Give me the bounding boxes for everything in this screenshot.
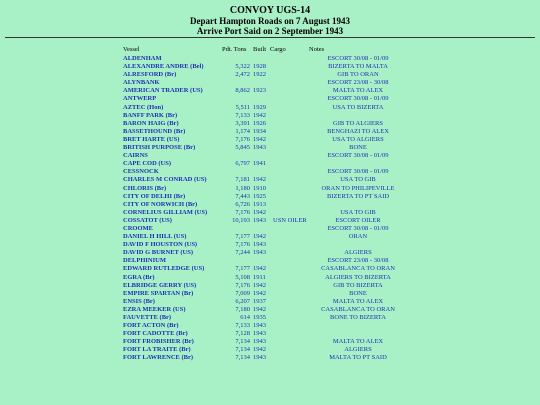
cell-notes: USA TO GIB	[340, 208, 376, 216]
header-notes: Notes	[309, 46, 325, 53]
cell-tons: 7,176	[235, 208, 250, 216]
cell-built: 1943	[253, 338, 266, 346]
cell-vessel: ALDENHAM	[123, 55, 162, 62]
cell-vessel: CHLORIS (Br)	[123, 184, 167, 192]
table-row	[0, 282, 540, 290]
table-row	[0, 201, 540, 209]
table-row	[0, 209, 540, 217]
header-tons: Pdt. Tons	[222, 46, 247, 53]
cell-vessel: CESSNOCK	[123, 168, 159, 176]
cell-built: 1937	[253, 297, 266, 305]
table-row	[0, 71, 540, 79]
table-row	[0, 152, 540, 160]
cell-built: 1923	[253, 87, 266, 95]
cell-notes: USA TO GIB	[340, 176, 376, 184]
table-row	[0, 168, 540, 176]
cell-built: 1943	[253, 249, 266, 257]
cell-notes: MALTA TO ALEX	[332, 297, 384, 305]
cell-tons: 7,180	[235, 305, 250, 313]
table-row	[0, 265, 540, 273]
cell-notes: BONE	[349, 289, 367, 297]
table-row	[0, 144, 540, 152]
cell-built: 1943	[253, 330, 266, 338]
cell-notes: MALTA TO PT SAID	[329, 354, 387, 362]
table-row	[0, 306, 540, 314]
cell-tons: 10,193	[232, 216, 250, 224]
cell-vessel: ALRESFORD (Br)	[123, 71, 177, 79]
cell-tons: 6,207	[235, 297, 250, 305]
cell-vessel: BRET HARTE (US)	[123, 135, 180, 143]
table-row	[0, 63, 540, 71]
cell-notes: BENGHAZI TO ALEX	[327, 127, 389, 135]
cell-notes: ESCORT 30/08 - 01/09	[327, 152, 389, 160]
table-row	[0, 79, 540, 87]
cell-tons: 6,726	[235, 200, 250, 208]
table-row	[0, 55, 540, 63]
table-row	[0, 314, 540, 322]
cell-tons: 7,134	[235, 346, 250, 354]
table-row	[0, 338, 540, 346]
table-row	[0, 225, 540, 233]
cell-notes: CASABLANCA TO ORAN	[321, 265, 395, 273]
cell-notes: GIB TO ORAN	[337, 71, 379, 79]
page-header	[0, 0, 540, 36]
table-row	[0, 176, 540, 184]
cell-notes: ESCORT 23/08 - 30/08	[327, 79, 389, 87]
table-row	[0, 95, 540, 103]
cell-notes: ESCORT 30/08 - 01/09	[327, 224, 389, 232]
header-divider	[5, 37, 535, 38]
cell-built: 1928	[253, 63, 266, 71]
table-row	[0, 217, 540, 225]
cell-built: 1922	[253, 71, 266, 79]
cell-vessel: BARON HAIG (Br)	[123, 119, 179, 127]
cell-vessel: ALYNBANK	[123, 79, 160, 87]
cell-vessel: ENSIS (Br)	[123, 297, 155, 305]
cell-notes: USA TO ALGIERS	[332, 135, 384, 143]
cell-vessel: DANIEL H HILL (US)	[123, 233, 187, 241]
cell-tons: 1,180	[235, 184, 250, 192]
cell-notes: ORAN TO PHILIPEVILLE	[321, 184, 395, 192]
cell-notes: ALGIERS	[344, 249, 372, 257]
cell-tons: 7,177	[235, 233, 250, 241]
cell-vessel: FORT LA TRAITE (Br)	[123, 346, 191, 354]
cell-tons: 7,176	[235, 281, 250, 289]
cell-built: 1942	[253, 135, 266, 143]
cell-vessel: BASSETHOUND (Br)	[123, 127, 186, 135]
cell-notes: BIZERTA TO MALTA	[328, 63, 388, 71]
cell-notes: ESCORT 30/08 - 01/09	[327, 95, 389, 103]
cell-built: 1942	[253, 208, 266, 216]
cell-tons: 7,009	[235, 289, 250, 297]
table-row	[0, 330, 540, 338]
cell-vessel: BANFF PARK (Br)	[123, 111, 178, 119]
cell-vessel: DELPHINIUM	[123, 257, 166, 265]
cell-tons: 3,391	[235, 119, 250, 127]
cell-notes: CASABLANCA TO ORAN	[321, 305, 395, 313]
cell-tons: 7,443	[235, 192, 250, 200]
table-row	[0, 104, 540, 112]
table-row	[0, 185, 540, 193]
cell-built: 1942	[253, 111, 266, 119]
cell-built: 1943	[253, 354, 266, 362]
cell-vessel: ALEXANDRE ANDRE (Bel)	[123, 63, 204, 71]
cell-built: 1942	[253, 289, 266, 297]
table-row	[0, 87, 540, 95]
cell-built: 1942	[253, 176, 266, 184]
cell-vessel: ANTWERP	[123, 95, 157, 103]
convoy-title: CONVOY UGS-14	[229, 5, 311, 16]
cell-built: 1925	[253, 192, 266, 200]
cell-vessel: EGRA (Br)	[123, 273, 155, 281]
cell-vessel: CORNELIUS GILLIAM (US)	[123, 208, 208, 216]
cell-built: 1913	[253, 200, 266, 208]
arrive-line: Arrive Port Said on 2 September 1943	[196, 26, 344, 36]
cell-built: 1934	[253, 127, 266, 135]
table-row	[0, 290, 540, 298]
table-row	[0, 274, 540, 282]
table-row	[0, 128, 540, 136]
cell-tons: 7,244	[235, 249, 250, 257]
cell-built: 1943	[253, 144, 266, 152]
cell-vessel: FORT ACTON (Br)	[123, 322, 179, 330]
cell-built: 1942	[253, 281, 266, 289]
cell-tons: 8,862	[235, 87, 250, 95]
cell-vessel: AZTEC (Hon)	[123, 103, 164, 111]
cell-notes: ESCORT OILER	[335, 216, 381, 224]
cell-vessel: AMERICAN TRADER (US)	[123, 87, 203, 95]
cell-notes: ESCORT 30/08 - 01/09	[327, 168, 389, 176]
cell-tons: 7,181	[235, 176, 250, 184]
cell-notes: USA TO BIZERTA	[332, 103, 384, 111]
cell-notes: ORAN	[348, 233, 368, 241]
table-row	[0, 257, 540, 265]
cell-vessel: CITY OF DELHI (Br)	[123, 192, 186, 200]
table-row	[0, 193, 540, 201]
cell-notes: MALTA TO ALEX	[332, 87, 384, 95]
cell-vessel: EMPIRE SPARTAN (Br)	[123, 289, 194, 297]
header-cargo: Cargo	[270, 46, 286, 53]
cell-notes: ESCORT 30/08 - 01/09	[327, 55, 389, 62]
table-row	[0, 241, 540, 249]
cell-vessel: FORT FROBISHER (Br)	[123, 338, 194, 346]
cell-vessel: CAPE COD (US)	[123, 160, 172, 168]
cell-built: 1929	[253, 103, 266, 111]
cell-notes: GIB TO ALGIERS	[333, 119, 383, 127]
cell-built: 1910	[253, 184, 266, 192]
cell-notes: BONE TO BIZERTA	[330, 314, 386, 321]
cell-tons: 7,176	[235, 241, 250, 249]
header-vessel: Vessel	[123, 46, 140, 53]
cell-tons: 7,177	[235, 265, 250, 273]
cell-notes: BONE	[349, 144, 367, 152]
cell-built: 1942	[253, 346, 266, 354]
cell-vessel: CITY OF NORWICH (Br)	[123, 200, 198, 208]
cell-built: 1942	[253, 305, 266, 313]
cell-vessel: FORT LAWRENCE (Br)	[123, 354, 194, 362]
cell-tons: 5,511	[235, 103, 250, 111]
cell-built: 1943	[253, 322, 266, 330]
cell-vessel: EDWARD RUTLEDGE (US)	[123, 265, 205, 273]
cell-vessel: CAIRNS	[123, 152, 148, 160]
cell-cargo: USN OILER	[273, 216, 307, 224]
cell-notes: GIB TO BIZERTA	[333, 281, 383, 289]
cell-vessel: ELBRIDGE GERRY (US)	[123, 281, 197, 289]
cell-tons: 7,134	[235, 338, 250, 346]
cell-vessel: CROOME	[123, 224, 153, 232]
cell-tons: 1,174	[235, 127, 250, 135]
table-header-row	[0, 45, 540, 55]
cell-vessel: FAUVETTE (Br)	[123, 314, 172, 321]
cell-tons: 5,108	[235, 273, 250, 281]
cell-tons: 7,176	[235, 135, 250, 143]
table-row	[0, 298, 540, 306]
cell-vessel: COSSATOT (US)	[123, 216, 172, 224]
cell-tons: 7,133	[235, 322, 250, 330]
cell-built: 1935	[253, 314, 266, 321]
table-row	[0, 136, 540, 144]
table-row	[0, 346, 540, 354]
cell-built: 1943	[253, 216, 266, 224]
table-row	[0, 120, 540, 128]
cell-vessel: BRITISH PURPOSE (Br)	[123, 144, 196, 152]
cell-notes: ESCORT 23/08 - 30/08	[327, 257, 389, 265]
cell-vessel: DAVID G BURNET (US)	[123, 249, 194, 257]
cell-tons: 614	[240, 314, 250, 321]
cell-built: 1943	[253, 241, 266, 249]
depart-line: Depart Hampton Roads on 7 August 1943	[189, 16, 351, 26]
cell-built: 1942	[253, 233, 266, 241]
cell-tons: 6,797	[235, 160, 250, 168]
cell-built: 1911	[253, 273, 266, 281]
cell-notes: ALGIERS	[344, 346, 372, 354]
table-row	[0, 354, 540, 362]
table-row	[0, 249, 540, 257]
header-built: Built	[253, 46, 267, 53]
cell-tons: 7,133	[235, 111, 250, 119]
cell-tons: 7,134	[235, 354, 250, 362]
cell-vessel: EZRA MEEKER (US)	[123, 305, 186, 313]
cell-vessel: FORT CADOTTE (Br)	[123, 330, 188, 338]
cell-built: 1942	[253, 265, 266, 273]
table-row	[0, 160, 540, 168]
cell-notes: BIZERTA TO PT SAID	[326, 192, 390, 200]
cell-built: 1941	[253, 160, 266, 168]
cell-vessel: CHARLES M CONRAD (US)	[123, 176, 207, 184]
table-row	[0, 322, 540, 330]
convoy-table	[0, 45, 540, 363]
table-row	[0, 112, 540, 120]
cell-notes: ALGIERS TO BIZERTA	[325, 273, 391, 281]
cell-built: 1926	[253, 119, 266, 127]
cell-notes: MALTA TO ALEX	[332, 338, 384, 346]
cell-vessel: DAVID F HOUSTON (US)	[123, 241, 198, 249]
table-row	[0, 233, 540, 241]
cell-tons: 7,128	[235, 330, 250, 338]
cell-tons: 5,322	[235, 63, 250, 71]
cell-tons: 2,472	[235, 71, 250, 79]
cell-tons: 5,845	[235, 144, 250, 152]
